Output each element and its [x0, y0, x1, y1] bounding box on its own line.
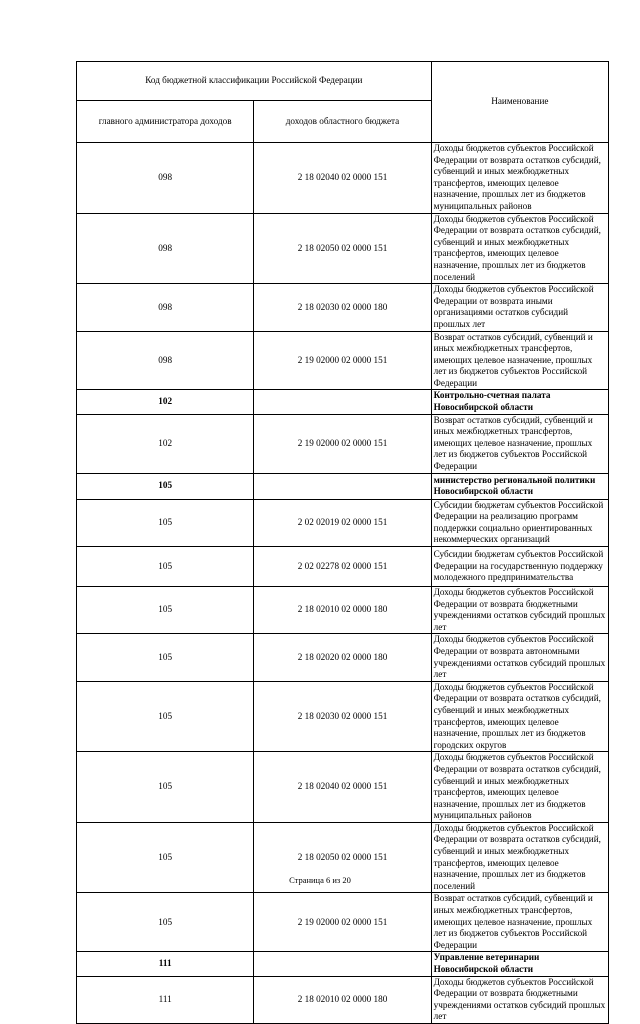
admin-code-cell: 102: [77, 390, 254, 414]
income-code-cell: 2 18 02040 02 0000 151: [254, 752, 431, 823]
name-cell: Контрольно-счетная палата Новосибирской области: [431, 390, 608, 414]
name-cell: Доходы бюджетов субъектов Российской Федерации от возврата автономными учреждениями остатков субсидий прошлых лет: [431, 634, 608, 681]
page-number: Страница 6 из 20: [289, 875, 351, 885]
name-cell: Доходы бюджетов субъектов Российской Федерации от возврата остатков субсидий, субвенций и иных межбюджетных трансфертов, имеющих целевое назначение, прошлых лет из бюджетов поселений: [431, 822, 608, 893]
table-row: [77, 499, 609, 546]
header-administrator-cell: главного администратора доходов: [77, 101, 254, 143]
admin-code-cell: 105: [77, 547, 254, 587]
name-cell: Доходы бюджетов субъектов Российской Федерации от возврата остатков субсидий, субвенций и иных межбюджетных трансфертов, имеющих целевое назначение, прошлых лет из бюджетов муниципальных районов: [431, 143, 608, 214]
admin-code-cell: 105: [77, 822, 254, 893]
income-code-cell: 2 19 02000 02 0000 151: [254, 331, 431, 390]
admin-code-cell: 105: [77, 681, 254, 752]
header-income-code-cell: доходов областного бюджета: [254, 101, 431, 143]
admin-code-cell: 105: [77, 634, 254, 681]
table-row: [77, 634, 609, 681]
name-cell: Субсидии бюджетам субъектов Российской Федерации на реализацию программ поддержки социально ориентированных некоммерческих организаций: [431, 499, 608, 546]
name-cell: Доходы бюджетов субъектов Российской Федерации от возврата бюджетными учреждениями остатков субсидий прошлых лет: [431, 587, 608, 634]
income-code-cell: [254, 473, 431, 499]
admin-code-cell: 102: [77, 414, 254, 473]
admin-code-cell: 105: [77, 752, 254, 823]
name-cell: Возврат остатков субсидий, субвенций и иных межбюджетных трансфертов, имеющих целевое назначение, прошлых лет из бюджетов субъектов Российской Федерации: [431, 893, 608, 952]
income-code-cell: 2 18 02030 02 0000 151: [254, 681, 431, 752]
name-cell: Доходы бюджетов субъектов Российской Федерации от возврата бюджетными учреждениями остатков субсидий прошлых лет: [431, 976, 608, 1023]
admin-code-cell: 105: [77, 893, 254, 952]
name-cell: Доходы бюджетов субъектов Российской Федерации от возврата иными организациями остатков субсидий прошлых лет: [431, 284, 608, 331]
admin-code-cell: 098: [77, 331, 254, 390]
header-group-cell: Код бюджетной классификации Российской Федерации: [77, 62, 432, 101]
table-row: [77, 414, 609, 473]
income-code-cell: 2 18 02010 02 0000 180: [254, 587, 431, 634]
table-row: [77, 893, 609, 952]
income-code-cell: 2 18 02030 02 0000 180: [254, 284, 431, 331]
income-code-cell: [254, 390, 431, 414]
name-cell: Возврат остатков субсидий, субвенций и иных межбюджетных трансфертов, имеющих целевое назначение, прошлых лет из бюджетов субъектов Российской Федерации: [431, 414, 608, 473]
admin-code-cell: 098: [77, 143, 254, 214]
income-code-cell: 2 18 02050 02 0000 151: [254, 213, 431, 284]
table-row: [77, 143, 609, 214]
admin-code-cell: 105: [77, 499, 254, 546]
admin-code-cell: 105: [77, 587, 254, 634]
name-cell: Доходы бюджетов субъектов Российской Федерации от возврата остатков субсидий, субвенций и иных межбюджетных трансфертов, имеющих целевое назначение, прошлых лет из бюджетов поселений: [431, 213, 608, 284]
table-row: [77, 976, 609, 1023]
name-cell: Субсидии бюджетам субъектов Российской Федерации на государственную поддержку молодежного предпринимательства: [431, 547, 608, 587]
admin-code-cell: 111: [77, 952, 254, 976]
table-row: [77, 752, 609, 823]
income-code-cell: 2 18 02020 02 0000 180: [254, 634, 431, 681]
income-code-cell: 2 19 02000 02 0000 151: [254, 893, 431, 952]
table-row: [77, 681, 609, 752]
header-name-cell: Наименование: [431, 62, 608, 143]
name-cell: министерство региональной политики Новосибирской области: [431, 473, 608, 499]
table-row: [77, 952, 609, 976]
income-code-cell: 2 19 02000 02 0000 151: [254, 414, 431, 473]
income-code-cell: 2 18 02050 02 0000 151: [254, 822, 431, 893]
income-code-cell: 2 02 02019 02 0000 151: [254, 499, 431, 546]
admin-code-cell: 105: [77, 473, 254, 499]
admin-code-cell: 098: [77, 213, 254, 284]
admin-code-cell: 111: [77, 976, 254, 1023]
income-code-cell: 2 18 02010 02 0000 180: [254, 976, 431, 1023]
table-row: [77, 331, 609, 390]
income-code-cell: 2 02 02278 02 0000 151: [254, 547, 431, 587]
table-row: [77, 473, 609, 499]
table-header-row: [77, 62, 609, 101]
name-cell: Управление ветеринарии Новосибирской области: [431, 952, 608, 976]
table-row: [77, 284, 609, 331]
table-row: [77, 213, 609, 284]
income-code-cell: 2 18 02040 02 0000 151: [254, 143, 431, 214]
table-row: [77, 390, 609, 414]
name-cell: Возврат остатков субсидий, субвенций и иных межбюджетных трансфертов, имеющих целевое назначение, прошлых лет из бюджетов субъектов Российской Федерации: [431, 331, 608, 390]
income-code-cell: [254, 952, 431, 976]
name-cell: Доходы бюджетов субъектов Российской Федерации от возврата остатков субсидий, субвенций и иных межбюджетных трансфертов, имеющих целевое назначение, прошлых лет из бюджетов городских округов: [431, 681, 608, 752]
table-row: [77, 587, 609, 634]
admin-code-cell: 098: [77, 284, 254, 331]
name-cell: Доходы бюджетов субъектов Российской Федерации от возврата остатков субсидий, субвенций и иных межбюджетных трансфертов, имеющих целевое назначение, прошлых лет из бюджетов муниципальных районов: [431, 752, 608, 823]
table-row: [77, 547, 609, 587]
